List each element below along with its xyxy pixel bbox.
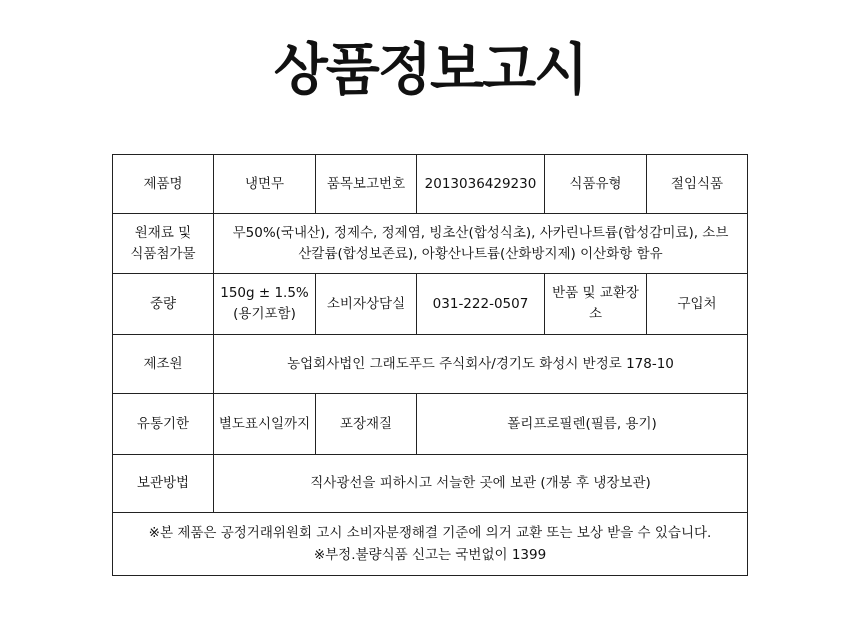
product-info-table [112,154,748,576]
product-name-label: 제품명 [113,155,214,214]
table-row [113,274,748,335]
table-row [113,394,748,455]
weight-value [214,274,316,335]
table-row [113,335,748,394]
return-exchange-label [545,274,647,335]
storage-label: 보관방법 [113,455,214,513]
packaging-value: 폴리프로필렌(필름, 용기) [417,394,748,455]
ingredients-label [113,214,214,274]
ingredients-label-line1: 원재료 및 [134,224,192,241]
expiry-value: 별도표시일까지 [214,394,316,455]
ingredients-value-line2: 산칼륨(합성보존료), 아황산나트륨(산화방지제) 이산화항 함유 [298,245,663,262]
consumer-center-phone: 031-222-0507 [417,274,545,335]
notice-cell [113,513,748,576]
report-number-label: 품목보고번호 [316,155,417,214]
packaging-label: 포장재질 [316,394,417,455]
storage-value: 직사광선을 피하시고 서늘한 곳에 보관 (개봉 후 냉장보관) [214,455,748,513]
manufacturer-label: 제조원 [113,335,214,394]
weight-value-line2: (용기포함) [233,306,296,322]
product-name-value: 냉면무 [214,155,316,214]
food-type-value: 절임식품 [647,155,748,214]
weight-label: 중량 [113,274,214,335]
return-exchange-label-line1: 반품 및 교환장 [552,285,639,301]
report-number-value: 2013036429230 [417,155,545,214]
expiry-label: 유통기한 [113,394,214,455]
table-row [113,155,748,214]
ingredients-label-line2: 식품첨가물 [130,245,196,262]
ingredients-value [214,214,748,274]
weight-value-line1: 150g ± 1.5% [220,285,309,301]
manufacturer-value: 농업회사법인 그래도푸드 주식회사/경기도 화성시 반정로 178-10 [214,335,748,394]
consumer-center-label: 소비자상담실 [316,274,417,335]
food-type-label: 식품유형 [545,155,647,214]
return-exchange-value: 구입처 [647,274,748,335]
notice-line1: ※본 제품은 공정거래위원회 고시 소비자분쟁해결 기준에 의거 교환 또는 보상 받을 수 있습니다. [148,525,712,541]
table-row [113,214,748,274]
return-exchange-label-line2: 소 [588,306,603,322]
page-title: 상품정보고시 [273,38,587,103]
notice-line2: ※부정.불량식품 신고는 국번없이 1399 [313,547,547,563]
table-row [113,513,748,576]
table-row [113,455,748,513]
ingredients-value-line1: 무50%(국내산), 정제수, 정제염, 빙초산(합성식초), 사카린나트륨(합성감미료), 소브 [232,224,729,241]
